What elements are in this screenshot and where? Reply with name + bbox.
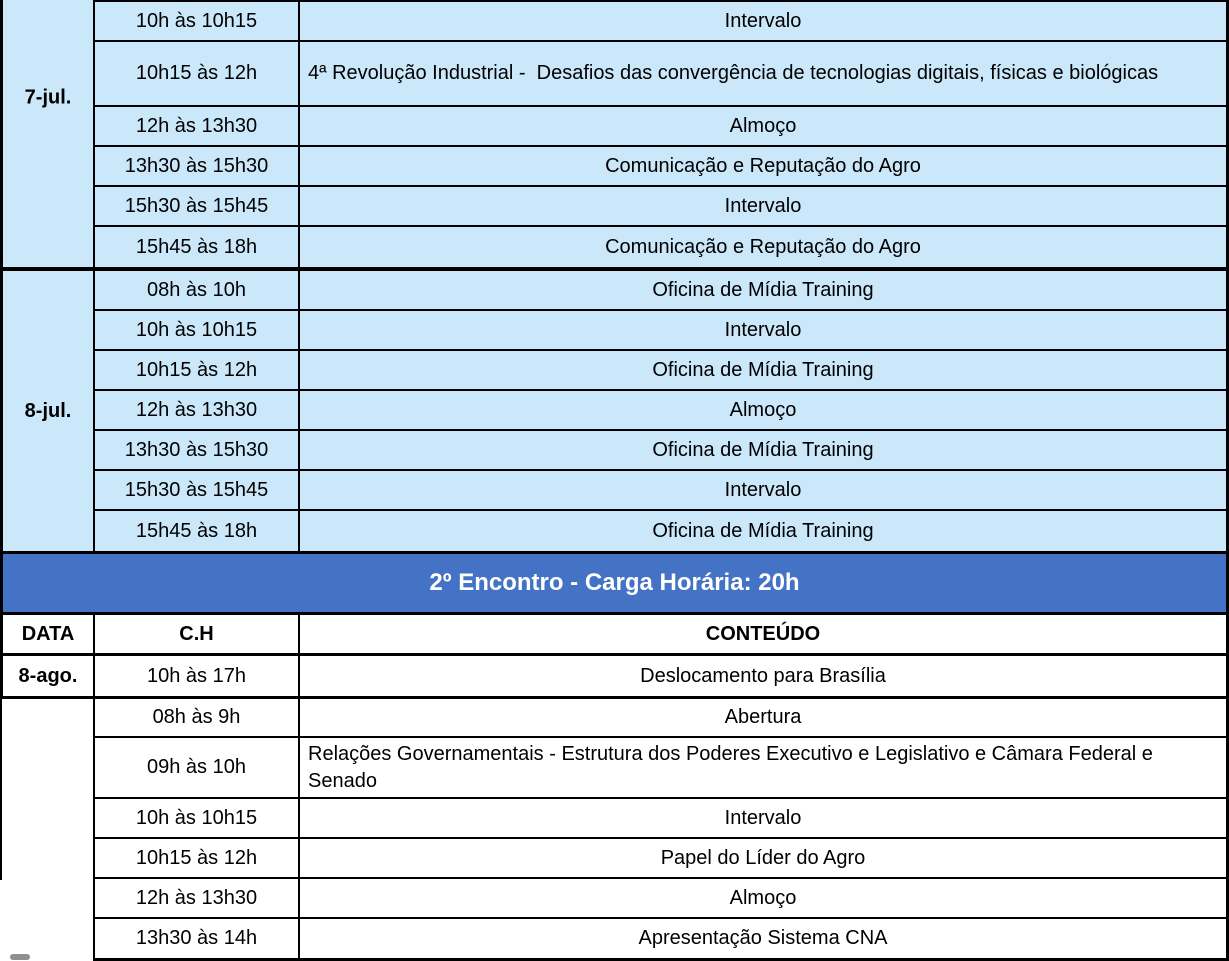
date-cell-8ago xyxy=(3,656,95,696)
time-cell: 15h30 às 15h45 xyxy=(95,471,300,509)
content-cell: Comunicação e Reputação do Agro xyxy=(605,154,921,177)
content-cell: Almoço xyxy=(729,398,797,421)
time-cell: 10h15 às 12h xyxy=(95,42,300,105)
table-row xyxy=(95,656,1226,696)
date-cell-7jul xyxy=(3,0,95,267)
table-row xyxy=(95,351,1226,391)
table-row xyxy=(95,839,1226,879)
section-7jul xyxy=(0,0,1229,267)
table-row xyxy=(95,431,1226,471)
content-cell: Almoço xyxy=(729,114,797,137)
table-row xyxy=(95,271,1226,311)
date-cell-empty xyxy=(0,699,95,961)
content-cell: Intervalo xyxy=(724,806,802,829)
table-row xyxy=(95,187,1226,227)
time-cell: 12h às 13h30 xyxy=(95,107,300,145)
column-header-ch: C.H xyxy=(95,615,300,653)
content-cell: Almoço xyxy=(729,886,797,909)
time-cell: 10h às 10h15 xyxy=(95,2,300,40)
content-cell: Relações Governamentais - Estrutura dos Poderes Executivo e Legislativo e Câmara Federal e Senado xyxy=(308,743,1159,792)
table-row xyxy=(95,738,1226,799)
content-cell: Intervalo xyxy=(724,478,802,501)
table-row xyxy=(95,311,1226,351)
table-row xyxy=(95,799,1226,839)
rows-next-day xyxy=(95,699,1226,961)
time-cell: 12h às 13h30 xyxy=(95,391,300,429)
cropped-text-artifact xyxy=(10,954,30,960)
time-cell: 12h às 13h30 xyxy=(95,879,300,917)
content-cell: Oficina de Mídia Training xyxy=(652,358,874,381)
content-cell: Comunicação e Reputação do Agro xyxy=(605,235,921,258)
content-cell: Apresentação Sistema CNA xyxy=(638,927,888,949)
table-row xyxy=(95,42,1226,107)
table-row xyxy=(95,147,1226,187)
rows-8jul xyxy=(95,271,1226,551)
date-label: 7-jul. xyxy=(24,86,72,109)
time-cell: 13h30 às 15h30 xyxy=(95,431,300,469)
table-row xyxy=(95,699,1226,738)
table-row xyxy=(95,2,1226,42)
time-cell: 10h15 às 12h xyxy=(95,351,300,389)
table-row xyxy=(95,511,1226,551)
table-row xyxy=(95,471,1226,511)
rows-7jul xyxy=(95,0,1226,267)
time-cell: 15h45 às 18h xyxy=(95,227,300,267)
time-cell: 13h30 às 15h30 xyxy=(95,147,300,185)
content-cell: Deslocamento para Brasília xyxy=(640,664,886,687)
column-header-conteudo: CONTEÚDO xyxy=(705,622,821,645)
date-cell-8jul xyxy=(3,271,95,551)
time-cell: 15h30 às 15h45 xyxy=(95,187,300,225)
date-label: 8-jul. xyxy=(24,399,72,422)
time-cell: 08h às 9h xyxy=(95,699,300,736)
banner-title: 2º Encontro - Carga Horária: 20h xyxy=(429,569,800,596)
time-cell: 10h às 10h15 xyxy=(95,799,300,837)
content-cell: Oficina de Mídia Training xyxy=(652,438,874,461)
content-cell: Abertura xyxy=(724,706,802,728)
encounter-banner xyxy=(0,551,1229,615)
column-header-data: DATA xyxy=(3,615,95,653)
time-cell: 09h às 10h xyxy=(95,738,300,797)
table-row xyxy=(95,879,1226,919)
rows-8ago xyxy=(95,656,1226,696)
content-cell: Intervalo xyxy=(724,318,802,341)
time-cell: 15h45 às 18h xyxy=(95,511,300,551)
section-8ago xyxy=(0,656,1229,699)
content-cell: Oficina de Mídia Training xyxy=(652,519,874,542)
time-cell: 10h às 10h15 xyxy=(95,311,300,349)
table-row xyxy=(95,227,1226,267)
time-cell: 10h às 17h xyxy=(95,656,300,696)
content-cell: 4ª Revolução Industrial - Desafios das convergência de tecnologias digitais, físicas e biológicas xyxy=(308,62,1159,85)
table-row xyxy=(95,919,1226,961)
content-cell: Oficina de Mídia Training xyxy=(652,278,874,301)
section-8jul xyxy=(0,267,1229,551)
time-cell: 13h30 às 14h xyxy=(95,919,300,958)
table-row xyxy=(95,391,1226,431)
time-cell: 10h15 às 12h xyxy=(95,839,300,877)
content-cell: Intervalo xyxy=(724,9,802,32)
table-header xyxy=(0,615,1229,656)
content-cell: Intervalo xyxy=(724,194,802,217)
content-cell: Papel do Líder do Agro xyxy=(660,846,866,869)
section-next-day xyxy=(0,699,1229,961)
time-cell: 08h às 10h xyxy=(95,271,300,309)
date-label: 8-ago. xyxy=(18,664,78,687)
table-row xyxy=(95,107,1226,147)
